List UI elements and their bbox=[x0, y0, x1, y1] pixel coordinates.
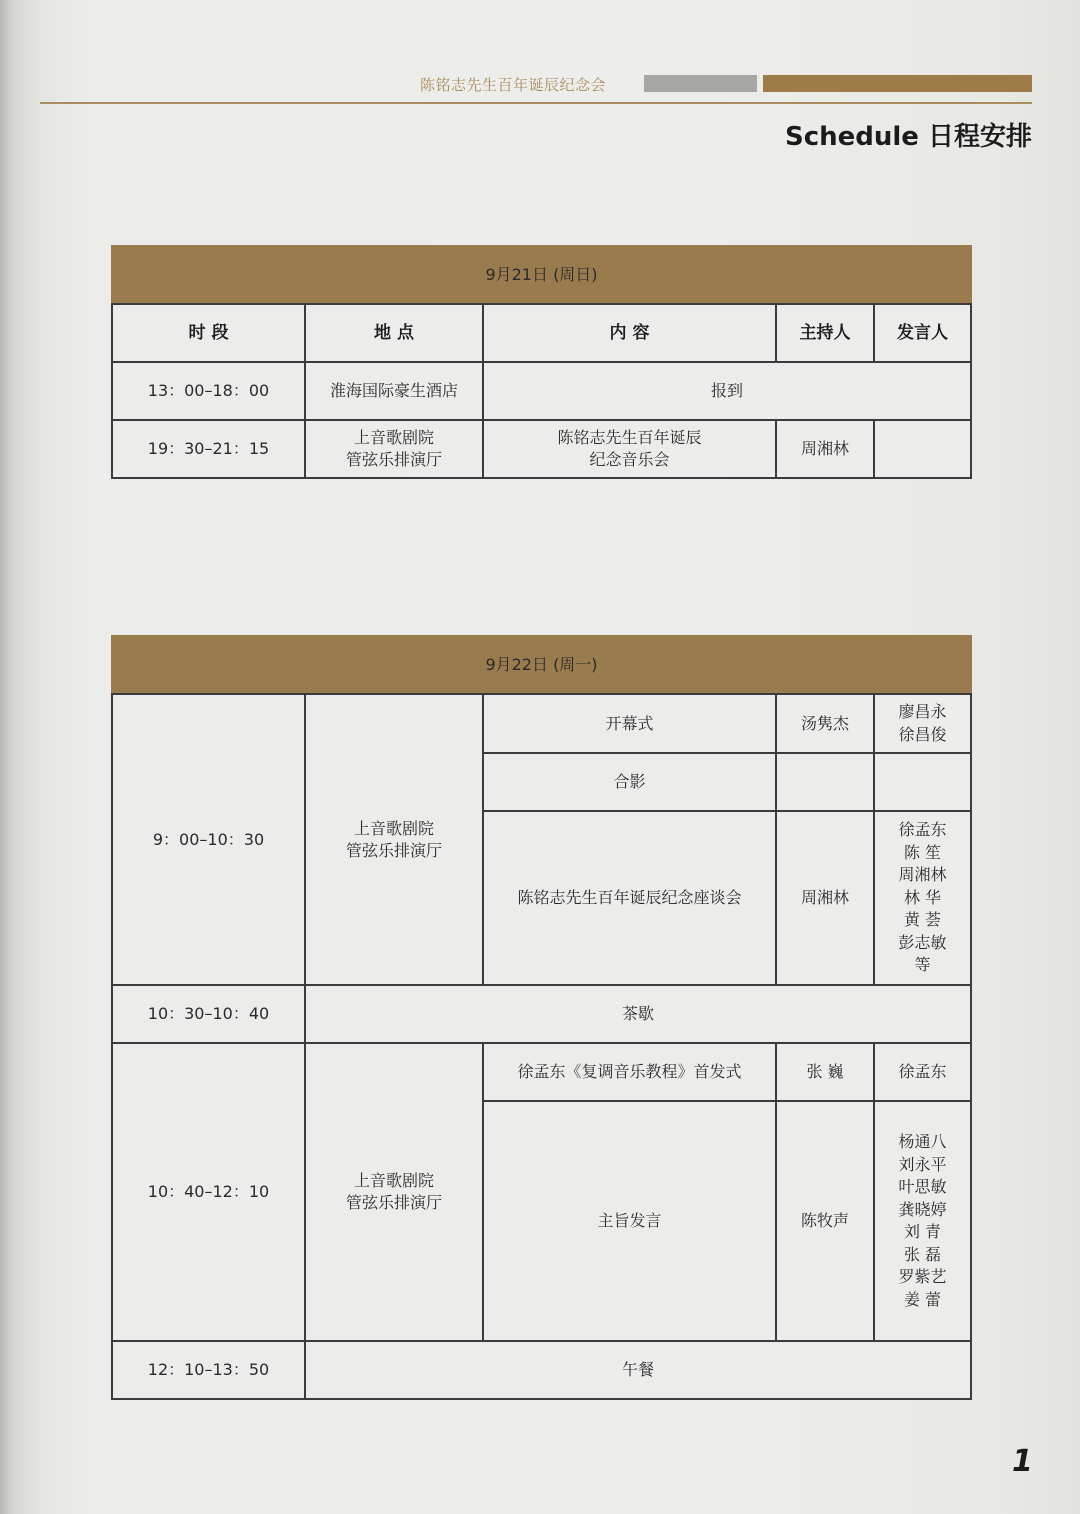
venue-line: 上音歌剧院 bbox=[353, 428, 434, 447]
page-title: Schedule 日程安排 bbox=[784, 122, 1032, 152]
venue-line: 管弦乐排演厅 bbox=[345, 1193, 442, 1212]
speaker-name: 等 bbox=[914, 955, 931, 975]
speaker-name: 张 磊 bbox=[903, 1244, 942, 1264]
speaker-cell bbox=[874, 753, 971, 811]
venue-line: 上音歌剧院 bbox=[353, 818, 434, 838]
host-cell: 周湘林 bbox=[776, 811, 874, 985]
column-header-venue: 地 点 bbox=[305, 304, 483, 362]
speaker-name: 徐孟东 bbox=[898, 820, 947, 840]
host-cell: 张 巍 bbox=[776, 1043, 874, 1101]
content-cell bbox=[483, 420, 776, 478]
content-cell: 陈铭志先生百年诞辰纪念座谈会 bbox=[483, 811, 776, 985]
speaker-cell bbox=[874, 1101, 971, 1341]
table-row bbox=[112, 362, 971, 420]
speaker-name: 杨通八 bbox=[898, 1132, 947, 1151]
venue-cell bbox=[305, 1043, 483, 1341]
speaker-cell bbox=[874, 694, 971, 753]
speaker-name: 黄 荟 bbox=[903, 910, 942, 930]
table-row bbox=[112, 1043, 971, 1101]
host-cell: 汤隽杰 bbox=[776, 694, 874, 753]
speaker-name: 陈 笙 bbox=[903, 842, 942, 862]
table-row bbox=[112, 694, 971, 753]
speaker-name: 周湘林 bbox=[898, 865, 947, 885]
speaker-name: 彭志敏 bbox=[898, 932, 947, 952]
schedule-table-day1 bbox=[111, 245, 972, 479]
header-gold-bar bbox=[763, 75, 1032, 92]
table-row bbox=[112, 1341, 971, 1399]
content-cell: 合影 bbox=[483, 753, 776, 811]
day1-banner: 9月21日 (周日) bbox=[112, 246, 971, 304]
speaker-cell bbox=[874, 1043, 971, 1101]
content-cell: 午餐 bbox=[305, 1341, 971, 1399]
event-title: 陈铭志先生百年诞辰纪念会 bbox=[420, 76, 607, 94]
schedule-table-day2 bbox=[111, 635, 972, 1400]
speaker-name: 叶思敏 bbox=[898, 1177, 947, 1196]
page-number: 1 bbox=[1012, 1444, 1033, 1479]
book-spine-shadow bbox=[0, 0, 42, 1514]
day2-banner: 9月22日 (周一) bbox=[112, 636, 971, 694]
time-cell: 10：30–10：40 bbox=[112, 985, 305, 1043]
column-header-host: 主持人 bbox=[776, 304, 874, 362]
header-gray-bar bbox=[644, 75, 757, 92]
table-row bbox=[112, 420, 971, 478]
venue-cell bbox=[305, 694, 483, 985]
host-cell: 周湘林 bbox=[776, 420, 874, 478]
speaker-name: 刘永平 bbox=[898, 1154, 947, 1174]
host-cell: 陈牧声 bbox=[776, 1101, 874, 1341]
speaker-name: 徐孟东 bbox=[898, 1061, 947, 1081]
venue-cell bbox=[305, 420, 483, 478]
content-cell: 徐孟东《复调音乐教程》首发式 bbox=[483, 1043, 776, 1101]
time-cell: 9：00–10：30 bbox=[112, 694, 305, 985]
venue-cell: 淮海国际豪生酒店 bbox=[305, 362, 483, 420]
time-cell: 13：00–18：00 bbox=[112, 362, 305, 420]
venue-line: 管弦乐排演厅 bbox=[345, 450, 442, 469]
content-cell: 开幕式 bbox=[483, 694, 776, 753]
time-cell: 12：10–13：50 bbox=[112, 1341, 305, 1399]
time-cell: 19：30–21：15 bbox=[112, 420, 305, 478]
column-header-time: 时 段 bbox=[112, 304, 305, 362]
speaker-name: 姜 蕾 bbox=[903, 1289, 942, 1309]
venue-line: 上音歌剧院 bbox=[353, 1171, 434, 1190]
content-cell: 报到 bbox=[483, 362, 971, 420]
speaker-name: 徐昌俊 bbox=[898, 724, 947, 744]
host-cell bbox=[776, 753, 874, 811]
speaker-cell bbox=[874, 420, 971, 478]
speaker-name: 刘 青 bbox=[903, 1222, 942, 1241]
content-cell: 茶歇 bbox=[305, 985, 971, 1043]
header-divider bbox=[40, 102, 1032, 104]
speaker-name: 龚晓婷 bbox=[898, 1199, 947, 1219]
content-line: 纪念音乐会 bbox=[589, 450, 670, 469]
time-cell: 10：40–12：10 bbox=[112, 1043, 305, 1341]
speaker-name: 廖昌永 bbox=[898, 702, 947, 721]
speaker-name: 林 华 bbox=[903, 887, 942, 907]
speaker-cell bbox=[874, 811, 971, 985]
speaker-name: 罗紫艺 bbox=[898, 1267, 947, 1286]
content-line: 陈铭志先生百年诞辰 bbox=[557, 428, 702, 447]
column-header-content: 内 容 bbox=[483, 304, 776, 362]
venue-line: 管弦乐排演厅 bbox=[345, 840, 442, 860]
content-cell: 主旨发言 bbox=[483, 1101, 776, 1341]
table-row bbox=[112, 985, 971, 1043]
column-header-speaker: 发言人 bbox=[874, 304, 971, 362]
